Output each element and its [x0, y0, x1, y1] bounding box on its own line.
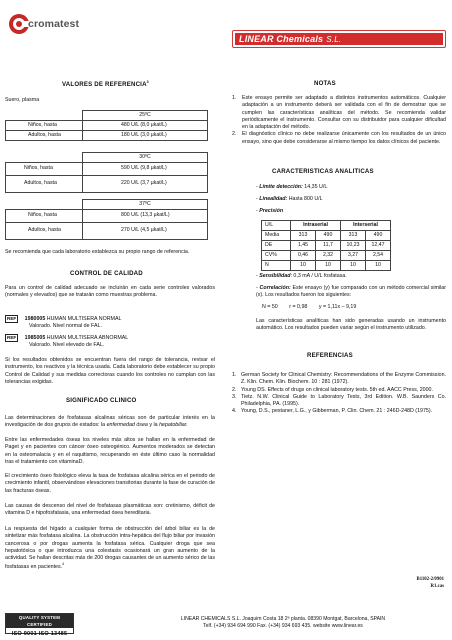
ref-values-title: VALORES DE REFERENCIA$^3$ — [62, 80, 149, 89]
ref-tag: REF — [7, 335, 17, 340]
notes-list — [232, 95, 446, 146]
linear-brand: LINEAR — [239, 34, 274, 44]
emph-bone: enfermedad ósea — [106, 422, 148, 429]
ref-tag: REF — [7, 316, 17, 321]
qc-code: 1985005 — [24, 335, 46, 341]
row-value: 800 U/L (13,3 µkat/L) — [83, 210, 208, 223]
row-value: 480 U/L (8,0 µkat/L) — [83, 121, 208, 131]
reference-item: 3. Tietz. N.W. Clinical Guide to Laboratory Tests, 3rd Edition. W.B. Saunders Co. Philadelphia, PA. (1995). — [232, 393, 446, 408]
references-list — [232, 372, 446, 416]
company-footer: LINEAR CHEMICALS S.L. Joaquim Costa 18 2ª planta. 08390 Montgat, Barcelona, SPAIN Telf. (+34) 934 694 990 Fax. (+34) 934 693 435. website www.linear.es — [180, 616, 386, 630]
quality-certification-badge: QUALITY SYSTEM CERTIFIED ISO 9001 ISO 13485 — [5, 613, 74, 634]
cromatest-logo — [6, 10, 102, 36]
table-row: Media 313 490 313 490 — [262, 231, 391, 241]
analytics-title: CARACTERISTICAS ANALITICAS — [272, 168, 374, 175]
clinical-p3: El crecimiento óseo fisiológico eleva la tasa de fosfatasa alcalina sérica en el periodo de crecimiento infantil, observándose elevaciones transitorias durante la fase de curación de las fracturas óseas. — [5, 473, 215, 494]
qc-outro: Si los resultados obtenidos se encuentran fuera del rango de tolerancia, revisar el instrumento, los reactivos y la técnica usada. Cada laboratorio debe establecer su propio Control de Calidad y sus medidas correctoras cuando los controles no cumplan con las tolerancias exigidas. — [5, 357, 215, 385]
row-label: Niños, hasta — [6, 210, 83, 223]
row-label: Niños, hasta — [6, 121, 83, 131]
clinical-title: SIGNIFICADO CLINICO — [66, 397, 137, 404]
precision-table — [261, 220, 391, 271]
row-label: Adultos, hasta — [6, 223, 83, 240]
table-row: N 10 10 10 10 — [262, 261, 391, 271]
sensitivity: - Sensibilidad: 0,3 mA / U/L fosfatasa. — [256, 273, 347, 279]
qc-name: HUMAN MULTISERA NORMAL — [46, 316, 122, 322]
row-value: 590 U/L (9,8 µkat/L) — [83, 163, 208, 176]
precision-label: - Precisión — [256, 208, 284, 214]
emph-hepatobiliar: hepatobiliar. — [159, 422, 188, 429]
clinical-p4: Las causas de descenso del nivel de fosfatasas plasmáticas son: cretinismo, déficit de vitamina D e hipofosfatasia, una enfermedad ósea hereditaria. — [5, 503, 215, 517]
qc-name: HUMAN MULTISERA ABNORMAL — [46, 335, 129, 341]
references-title: REFERENCIAS — [307, 352, 353, 359]
row-value: 220 U/L (3,7 µkat/L) — [83, 176, 208, 193]
row-value: 270 U/L (4,5 µkat/L) — [83, 223, 208, 240]
linearity: - Linealidad: Hasta 800 U/L — [256, 196, 323, 202]
reference-item: 1. German Society for Clinical Chemistry: Recommendations of the Enzyme Commission. Z. Klin. Chem. Klin. Biochem. 10 : 281 (1972). — [232, 372, 446, 386]
note-item: 2. El diagnóstico clínico no debe realizarse únicamente con los resultados de un único ensayo, sino que debe considerarse al mismo tiempo los datos clínicos del paciente. — [232, 131, 446, 145]
clinical-p5: La respuesta del hígado a cualquier forma de obstrucción del árbol biliar es la de sintetizar más fosfatasa alcalina. La obstrucción intra-hepática del flujo biliar por invasión cancerosa o por drogas aumenta la fosfatasa sérica. Cualquier droga que sea hepatotóxica o que introduzca una colestasis ocasionará un gran aumento de la actividad. Se hallan descritas más de 200 drogas causantes de un aumento sérico de las fosfatasas en pacientes.$^4$ — [5, 526, 215, 571]
qc-intro: Para un control de calidad adecuado se incluirán en cada serie controles valorados (normales y elevados) que se tratarán como muestras problema. — [5, 285, 215, 299]
temp-30: 30ºC — [83, 153, 208, 163]
linear-chemicals-logo — [232, 30, 446, 48]
row-value: 180 U/L (3,0 µkat/L) — [83, 131, 208, 141]
correlation-values: N = 50 r = 0,98 y = 1,11x – 9,19 — [262, 304, 357, 310]
sl-suffix: S.L. — [326, 35, 342, 44]
qc-item — [5, 334, 215, 350]
cromatest-wordmark: cromatest — [28, 18, 80, 30]
temp-25: 25ºC — [83, 111, 208, 121]
table-row: DE 1,45 11,7 10,23 12,47 — [262, 241, 391, 251]
row-label: Adultos, hasta — [6, 131, 83, 141]
row-label: Adultos, hasta — [6, 176, 83, 193]
row-label: Niños, hasta — [6, 163, 83, 176]
temp-37: 37ºC — [83, 200, 208, 210]
clinical-p1: Las determinaciones de fosfatasas alcalinas séricas son de particular interés en la investigación de dos grupos de estados: la enfermedad ósea y la hepatobiliar. — [5, 415, 215, 429]
analytics-closing: Las características analíticas han sido generadas usando un instrumento automático. Los resultados pueden variar según el instrumento utilizado. — [256, 318, 446, 332]
ref-values-note: Se recomienda que cada laboratorio establezca su propio rango de referencia. — [5, 249, 190, 255]
reference-item: 4. Young, D.S., pestaner, L.G., y Gibberman, P. Clin. Chem. 21 : 246D-248D (1975). — [232, 408, 433, 415]
qc-item — [5, 315, 215, 331]
reference-item: 2. Young DS. Effects of drugs on clinical laboratory tests. 5th ed. AACC Press, 2000. — [232, 386, 433, 393]
qc-detail: Valorado. Nivel elevado de FAL. — [29, 342, 105, 349]
qc-code: 1980005 — [24, 316, 46, 322]
correlation: - Correlación: Este ensayo (y) fue comparado con un método comercial similar (x). Los resultados fueron los siguientes: — [256, 285, 446, 299]
table-row: CV% 0,46 2,32 3,27 2,54 — [262, 251, 391, 261]
sample-type: Suero, plasma — [5, 97, 40, 103]
chemicals-word: Chemicals — [276, 34, 324, 44]
quality-control-title: CONTROL DE CALIDAD — [70, 270, 143, 277]
limit-detection: - Límite detección: 14,35 U/L — [256, 184, 328, 190]
doc-code: B1102-2/0901 R1.cas — [416, 577, 444, 589]
clinical-p2: Entre las enfermedades óseas los niveles más altos se hallan en la enfermedad de Paget y en pacientes con cáncer óseo osteogénico. Aumentos moderados se detectan en la osteomalacia y en el raquitismo, recuperando en éste último caso la normalidad tras el tratamiento con vitaminaD. — [5, 437, 215, 465]
qc-detail: Valorado. Nivel normal de FAL. — [29, 323, 102, 330]
note-item: 1. Este ensayo permite ser adaptado a distintos instrumentos automáticos. Cualquier adaptación a un instrumento deberá ser validada con el fin de demostrar que se cumplen las características analíticas del método. Se recomienda validar periódicamente el instrumento. Consultar con su distribuidor para cualquier dificultad en la adaptación del método. — [232, 95, 446, 131]
table-row: U/L Intraserial Interserial — [262, 221, 391, 231]
notes-title: NOTAS — [314, 80, 336, 87]
